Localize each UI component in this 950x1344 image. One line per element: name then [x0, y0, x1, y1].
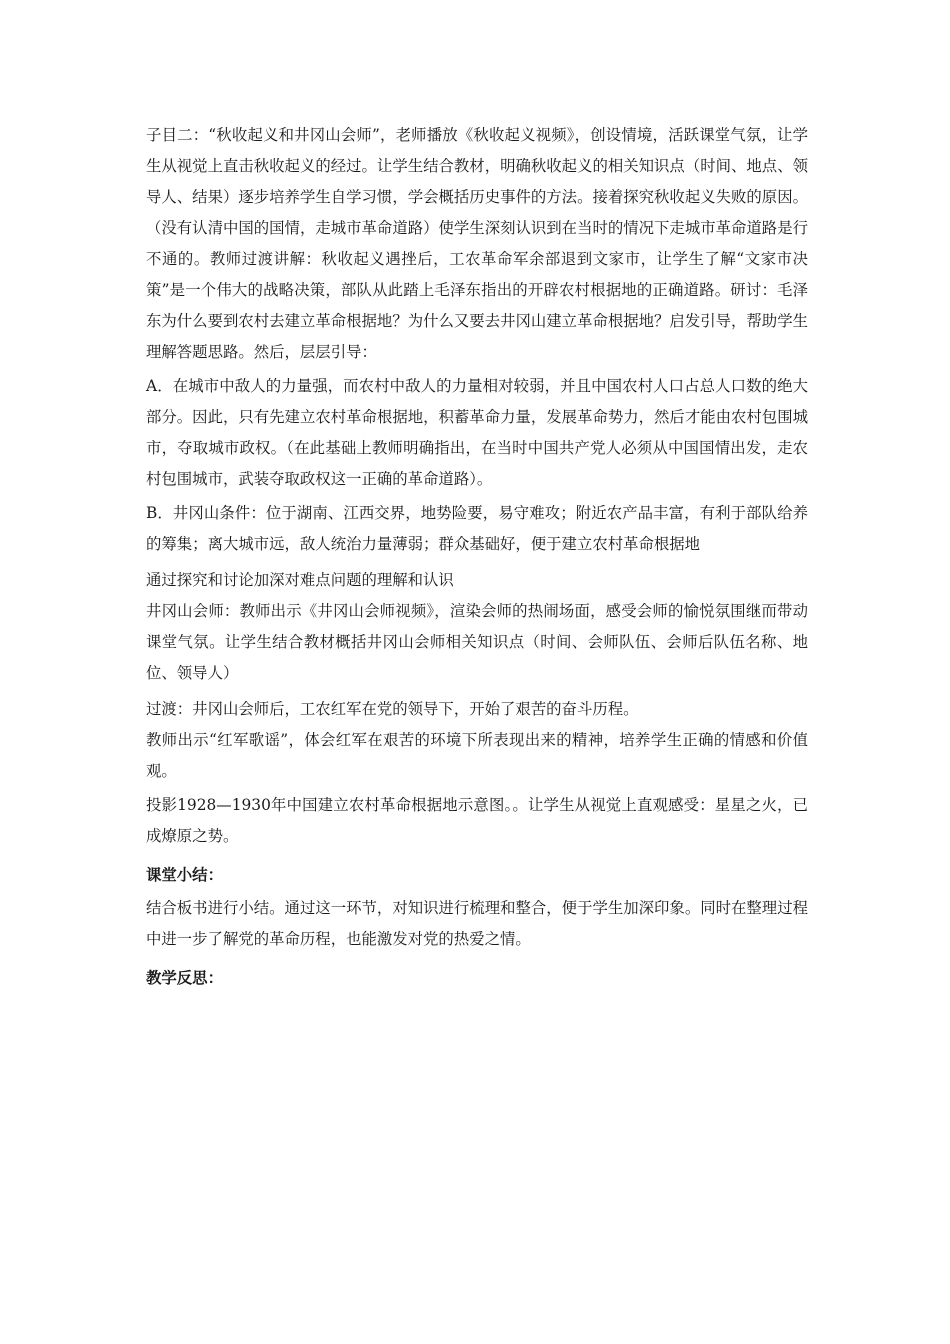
paragraph-map-projection: 投影1928—1930年中国建立农村革命根据地示意图。。让学生从视觉上直观感受：星星之火，已成燎原之势。: [146, 796, 808, 845]
paragraph-red-army-songs: 教师出示“红军歌谣”，体会红军在艰苦的环境下所表现出来的精神，培养学生正确的情感和价值观。: [146, 731, 808, 780]
paragraph-summary: 结合板书进行小结。通过这一环节，对知识进行梳理和整合，便于学生加深印象。同时在整理过程中进一步了解党的革命历程，也能激发对党的热爱之情。: [146, 899, 808, 948]
document-body: [146, 120, 808, 991]
heading-teaching-reflection: 教学反思：: [146, 969, 223, 987]
paragraph-point-a: A．在城市中敌人的力量强，而农村中敌人的力量相对较弱，并且中国农村人口占总人口数的绝大部分。因此，只有先建立农村革命根据地，积蓄革命力量，发展革命势力，然后才能由农村包围城市，夺取城市政权。（在此基础上教师明确指出，在当时中国共产党人必须从中国国情出发，走农村包围城市，武装夺取政权这一正确的革命道路）。: [146, 377, 808, 488]
paragraph-lesson-intro: 子目二：“秋收起义和井冈山会师”，老师播放《秋收起义视频》，创设情境，活跃课堂气氛，让学生从视觉上直击秋收起义的经过。让学生结合教材，明确秋收起义的相关知识点（时间、地点、领导人、结果）逐步培养学生自学习惯，学会概括历史事件的方法。接着探究秋收起义失败的原因。（没有认清中国的国情，走城市革命道路）使学生深刻认识到在当时的情况下走城市革命道路是行不通的。教师过渡讲解：秋收起义遇挫后，工农革命军余部退到文家市，让学生了解“文家市决策”是一个伟大的战略决策，部队从此踏上毛泽东指出的开辟农村根据地的正确道路。研讨：毛泽东为什么要到农村去建立革命根据地？为什么又要去井冈山建立革命根据地？启发引导，帮助学生理解答题思路。然后，层层引导：: [146, 126, 808, 361]
paragraph-point-b: B．井冈山条件：位于湖南、江西交界，地势险要，易守难攻；附近农产品丰富，有利于部队给养的筹集；离大城市远，敌人统治力量薄弱；群众基础好，便于建立农村革命根据地: [146, 504, 808, 553]
paragraph-discussion-note: 通过探究和讨论加深对难点问题的理解和认识: [146, 571, 454, 589]
paragraph-jinggangshan-meeting: 井冈山会师：教师出示《井冈山会师视频》，渲染会师的热闹场面，感受会师的愉悦氛围继而带动课堂气氛。让学生结合教材概括井冈山会师相关知识点（时间、会师队伍、会师后队伍名称、地位、领导人）: [146, 602, 808, 682]
heading-class-summary: 课堂小结：: [146, 866, 223, 884]
paragraph-transition: 过渡：井冈山会师后，工农红军在党的领导下，开始了艰苦的奋斗历程。: [146, 700, 639, 718]
